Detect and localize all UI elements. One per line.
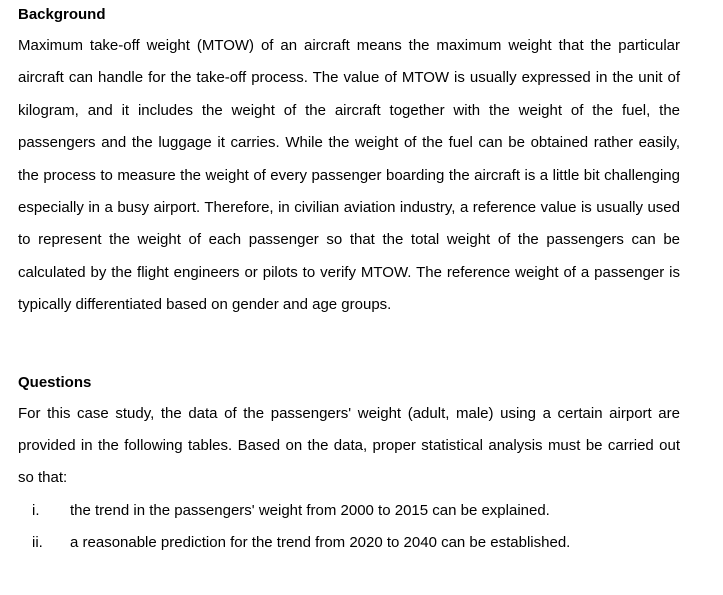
document-body [18, 0, 680, 560]
background-paragraph: Maximum take-off weight (MTOW) of an aircraft means the maximum weight that the particular aircraft can handle for the take-off process. The value of MTOW is usually expressed in the unit of kilogram, and it includes the weight of the aircraft together with the weight of the fuel, the passengers and the luggage it carries. While the weight of the fuel can be obtained rather easily, the process to measure the weight of every passenger boarding the aircraft is a little bit challenging especially in a busy airport. Therefore, in civilian aviation industry, a reference value is usually used to represent the weight of each passenger so that the total weight of the passengers can be calculated by the flight engineers or pilots to verify MTOW. The reference weight of a passenger is typically differentiated based on gender and age groups. [18, 37, 680, 314]
background-heading: Background [18, 6, 106, 23]
list-item [18, 527, 680, 559]
list-marker: ii. [32, 534, 43, 552]
questions-paragraph: For this case study, the data of the passengers' weight (adult, male) using a certain airport are provided in the following tables. Based on the data, proper statistical analysis must be carried out so that: [18, 404, 680, 487]
list-item-text: the trend in the passengers' weight from 2000 to 2015 can be explained. [70, 501, 550, 519]
list-marker: i. [32, 501, 40, 519]
section-spacer [18, 322, 680, 368]
list-item-text: a reasonable prediction for the trend from 2020 to 2040 can be established. [70, 534, 571, 552]
list-item [18, 495, 680, 527]
questions-list [18, 495, 680, 560]
questions-heading: Questions [18, 373, 92, 391]
